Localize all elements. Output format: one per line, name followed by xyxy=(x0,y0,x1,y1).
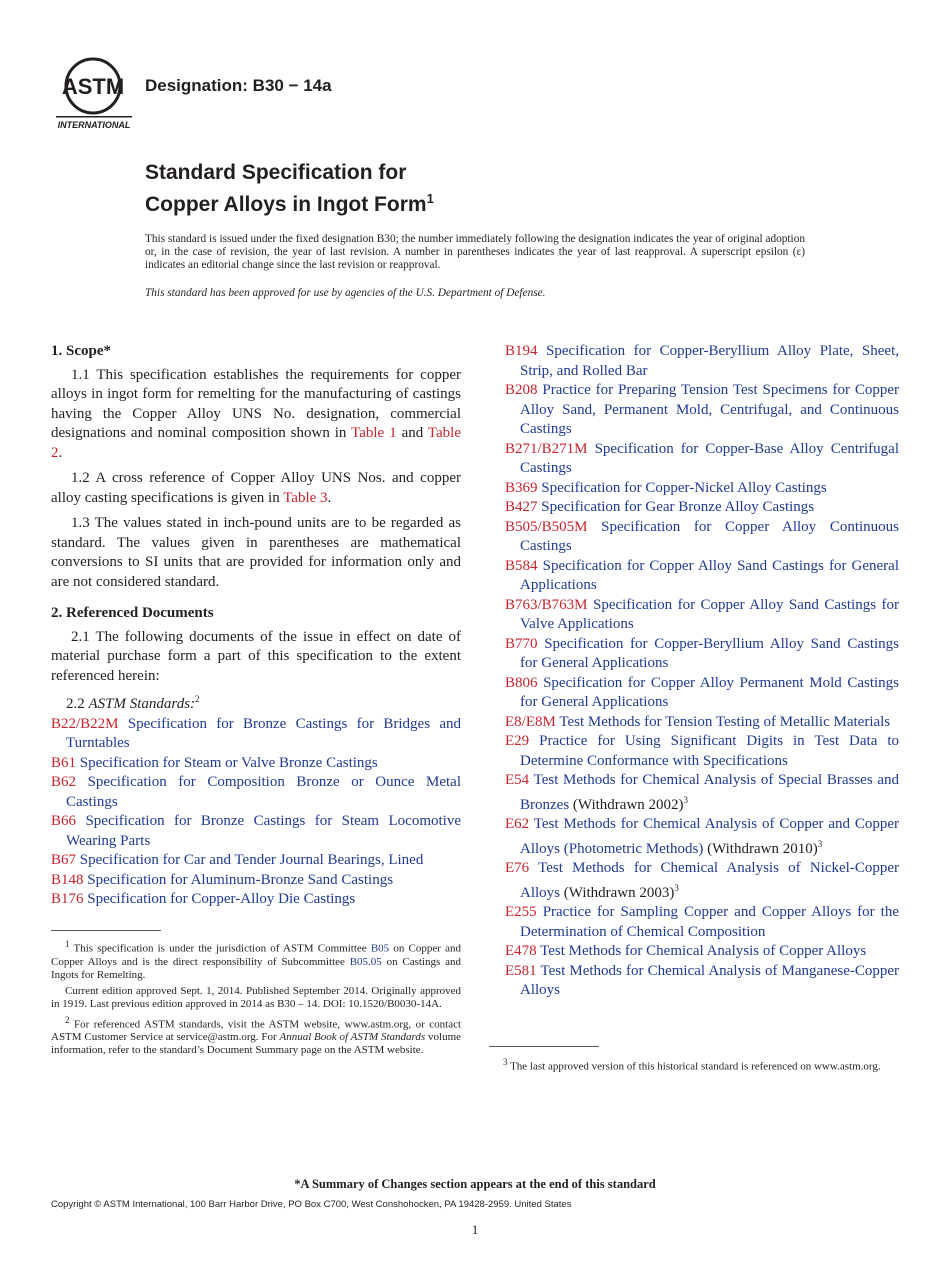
reference-item xyxy=(505,713,899,733)
scope-paragraph-3: 1.3 The values stated in inch-pound units are to be regarded as standard. The values given in parentheses are mathematical conversions to SI units that are provided for information only and are not considered standard. xyxy=(51,515,461,590)
reference-code-link[interactable]: E29 xyxy=(505,733,530,749)
scope-heading: 1. Scope* xyxy=(51,343,111,359)
title-line-2: Copper Alloys in Ingot Form$^1$ xyxy=(145,191,434,216)
referenced-documents-heading: 2. Referenced Documents xyxy=(51,605,214,621)
right-reference-list xyxy=(505,342,899,1001)
right-column xyxy=(505,342,899,1001)
document-title xyxy=(145,160,434,218)
reference-code-link[interactable]: B770 xyxy=(505,635,538,652)
reference-item xyxy=(51,871,461,891)
reference-item xyxy=(505,635,899,674)
reference-code-link[interactable]: B22/B22M xyxy=(51,715,119,732)
left-reference-list xyxy=(51,715,461,910)
reference-item xyxy=(51,851,461,871)
reference-title-link[interactable]: Practice for Using Significant Digits in Test Data to Determine Conformance with Specifications xyxy=(520,733,899,769)
copyright: Copyright © ASTM International, 100 Barr Harbor Drive, PO Box C700, West Conshohocken, PA 19428-2959. United States xyxy=(51,1199,572,1210)
left-column xyxy=(51,342,461,910)
reference-title-link[interactable]: Test Methods for Chemical Analysis of Manganese-Copper Alloys xyxy=(520,962,900,998)
reference-item xyxy=(51,715,461,754)
reference-code-link[interactable]: B271/B271M xyxy=(505,440,588,457)
reference-title-link[interactable]: Specification for Copper-Base Alloy Centrifugal Castings xyxy=(520,440,900,476)
reference-title-link[interactable]: Specification for Copper Alloy Sand Castings for Valve Applications xyxy=(520,596,900,632)
footnote-1: $^1$ This specification is under the jurisdiction of ASTM Committee B05 on Copper and Copper Alloys and is the direct responsibility of Subcommittee B05.05 on Castings and Ingots for Remelting. xyxy=(51,939,462,981)
withdrawn-note: (Withdrawn 2002) xyxy=(569,796,684,813)
astm-logo xyxy=(50,56,136,132)
footnotes-left xyxy=(51,938,461,1060)
reference-code-link[interactable]: B427 xyxy=(505,499,538,515)
footnote-1-edition: Current edition approved Sept. 1, 2014. Published September 2014. Originally approved in 1919. Last previous edition approved in 2014 as B30 – 14. DOI: 10.1520/B0030-14A. xyxy=(51,984,461,1010)
reference-title-link[interactable]: Specification for Aluminum-Bronze Sand Castings xyxy=(87,871,394,888)
reference-item xyxy=(505,903,899,942)
footnotes-right xyxy=(489,1056,899,1077)
logo-text: INTERNATIONAL xyxy=(57,120,131,130)
reference-code-link[interactable]: B208 xyxy=(505,382,538,398)
reference-title-link[interactable]: Test Methods for Chemical Analysis of Copper and Copper Alloys (Photometric Methods) xyxy=(520,816,900,857)
footnote-rule-left xyxy=(51,930,161,931)
reference-item xyxy=(505,859,899,903)
reference-item xyxy=(505,498,899,518)
reference-item xyxy=(51,812,461,851)
reference-item xyxy=(505,596,899,635)
footnote-mark: 3 xyxy=(817,838,823,849)
reference-item xyxy=(51,890,461,910)
reference-title-link[interactable]: Specification for Gear Bronze Alloy Castings xyxy=(541,499,815,515)
svg-text:ASTM: ASTM xyxy=(61,74,125,99)
reference-title-link[interactable]: Test Methods for Chemical Analysis of Nickel-Copper Alloys xyxy=(520,860,899,901)
withdrawn-note: (Withdrawn 2010) xyxy=(703,840,818,857)
footnote-2: $^2$ For referenced ASTM standards, visit the ASTM website, www.astm.org, or contact ASTM Customer Service at service@astm.org. For Annual Book of ASTM Standards volume information, refer to the standard’s Document Summary page on the ASTM website. xyxy=(51,1014,462,1057)
reference-title-link[interactable]: Test Methods for Chemical Analysis of Special Brasses and Bronzes xyxy=(520,772,899,813)
title-line-1: Standard Specification for xyxy=(145,161,407,184)
table-1-link[interactable]: Table 1 xyxy=(351,425,397,441)
reference-code-link[interactable]: E478 xyxy=(505,943,537,959)
reference-title-link[interactable]: Practice for Preparing Tension Test Specimens for Copper Alloy Sand, Permanent Mold, Centrifugal, and Continuous Castings xyxy=(520,382,899,437)
footnote-mark: 3 xyxy=(674,882,679,893)
scope-paragraph-2: 1.2 A cross reference of Copper Alloy UNS Nos. and copper alloy casting specifications is given in Table 3. xyxy=(51,470,461,506)
reference-title-link[interactable]: Specification for Copper Alloy Permanent Mold Castings for General Applications xyxy=(520,674,899,710)
reference-item xyxy=(505,732,899,771)
reference-code-link[interactable]: B62 xyxy=(51,774,77,790)
summary-of-changes-note: *A Summary of Changes section appears at the end of this standard xyxy=(294,1177,656,1191)
reference-title-link[interactable]: Test Methods for Chemical Analysis of Copper Alloys xyxy=(540,943,867,959)
reference-code-link[interactable]: E54 xyxy=(505,772,530,788)
title-footnote-mark: 1 xyxy=(426,191,434,206)
reference-title-link[interactable]: Specification for Copper-Beryllium Alloy Sand Castings for General Applications xyxy=(520,635,900,671)
reference-item xyxy=(505,557,899,596)
issuance-notice: This standard is issued under the fixed designation B30; the number immediately following the designation indicates the year of original adoption or, in the case of revision, the year of last revision. A number in parentheses indicates the year of last reapproval. A superscript epsilon (ε) indicates an editorial change since the last revision or reapproval. xyxy=(145,233,805,271)
reference-code-link[interactable]: B763/B763M xyxy=(505,596,588,613)
reference-item xyxy=(505,942,899,962)
reference-code-link[interactable]: E62 xyxy=(505,816,530,832)
reference-item xyxy=(505,440,899,479)
reference-title-link[interactable]: Specification for Copper Alloy Sand Castings for General Applications xyxy=(520,557,899,593)
reference-title-link[interactable]: Specification for Bronze Castings for Steam Locomotive Wearing Parts xyxy=(66,813,461,849)
reference-item xyxy=(505,518,899,557)
reference-item xyxy=(505,771,899,815)
reference-code-link[interactable]: B505/B505M xyxy=(505,518,588,535)
reference-item xyxy=(51,773,461,812)
committee-b05-link[interactable]: B05 xyxy=(370,942,390,955)
footnote-mark: 3 xyxy=(683,794,689,805)
reference-title-link[interactable]: Specification for Steam or Valve Bronze Castings xyxy=(79,754,378,771)
page-number: 1 xyxy=(471,1222,479,1237)
reference-title-link[interactable]: Test Methods for Tension Testing of Metallic Materials xyxy=(559,713,891,730)
reference-code-link[interactable]: B148 xyxy=(51,871,84,888)
reference-code-link[interactable]: B194 xyxy=(505,343,538,359)
reference-code-link[interactable]: E8/E8M xyxy=(505,713,556,730)
reference-title-link[interactable]: Specification for Car and Tender Journal Bearings, Lined xyxy=(79,852,424,868)
reference-code-link[interactable]: E581 xyxy=(505,962,537,979)
reference-code-link[interactable]: E76 xyxy=(505,860,530,876)
reference-item xyxy=(505,381,899,440)
reference-code-link[interactable]: B584 xyxy=(505,557,538,574)
reference-title-link[interactable]: Specification for Copper-Beryllium Alloy Plate, Sheet, Strip, and Rolled Bar xyxy=(520,343,900,379)
table-2-link[interactable]: Table 2 xyxy=(51,425,461,461)
reference-code-link[interactable]: E255 xyxy=(505,904,537,920)
reference-item xyxy=(505,815,899,859)
footnote-rule-right xyxy=(489,1046,599,1047)
reference-title-link[interactable]: Specification for Bronze Castings for Bridges and Turntables xyxy=(66,715,461,751)
reference-code-link[interactable]: B176 xyxy=(51,891,84,907)
reference-item xyxy=(505,674,899,713)
reference-title-link[interactable]: Practice for Sampling Copper and Copper Alloys for the Determination of Chemical Composition xyxy=(520,904,900,940)
reference-code-link[interactable]: B67 xyxy=(51,852,77,868)
reference-item xyxy=(51,754,461,774)
table-3-link[interactable]: Table 3 xyxy=(283,489,328,506)
reference-title-link[interactable]: Specification for Copper Alloy Continuous Castings xyxy=(520,518,899,554)
referenced-paragraph-1: 2.1 The following documents of the issue in effect on date of material purchase form a part of this specification to the extent referenced herein: xyxy=(51,628,461,684)
astm-standards-label: 2.2 ASTM Standards:$^2$ xyxy=(66,694,200,712)
subcommittee-link[interactable]: B05.05 xyxy=(349,955,382,968)
reference-title-link[interactable]: Specification for Copper-Alloy Die Castings xyxy=(87,891,356,907)
reference-code-link[interactable]: B806 xyxy=(505,674,538,691)
withdrawn-note: (Withdrawn 2003) xyxy=(560,884,675,901)
scope-paragraph-1: 1.1 This specification establishes the requirements for copper alloys in ingot form for remelting for the manufacturing of castings having the Copper Alloy UNS No. designation, commercial designations and nominal composition shown in Table 1 and Table 2. xyxy=(51,366,461,461)
reference-code-link[interactable]: B369 xyxy=(505,479,538,496)
footnote-3: $^3$ The last approved version of this historical standard is referenced on www.astm.org. xyxy=(503,1057,881,1073)
reference-item xyxy=(505,342,899,381)
designation: Designation: B30 − 14a xyxy=(145,76,332,95)
reference-item xyxy=(505,962,899,1001)
reference-code-link[interactable]: B61 xyxy=(51,754,77,771)
reference-title-link[interactable]: Specification for Copper-Nickel Alloy Castings xyxy=(541,479,827,496)
dod-notice: This standard has been approved for use by agencies of the U.S. Department of Defense. xyxy=(145,287,546,299)
reference-item xyxy=(505,479,899,499)
reference-code-link[interactable]: B66 xyxy=(51,813,77,829)
reference-title-link[interactable]: Specification for Composition Bronze or Ounce Metal Castings xyxy=(66,774,461,810)
